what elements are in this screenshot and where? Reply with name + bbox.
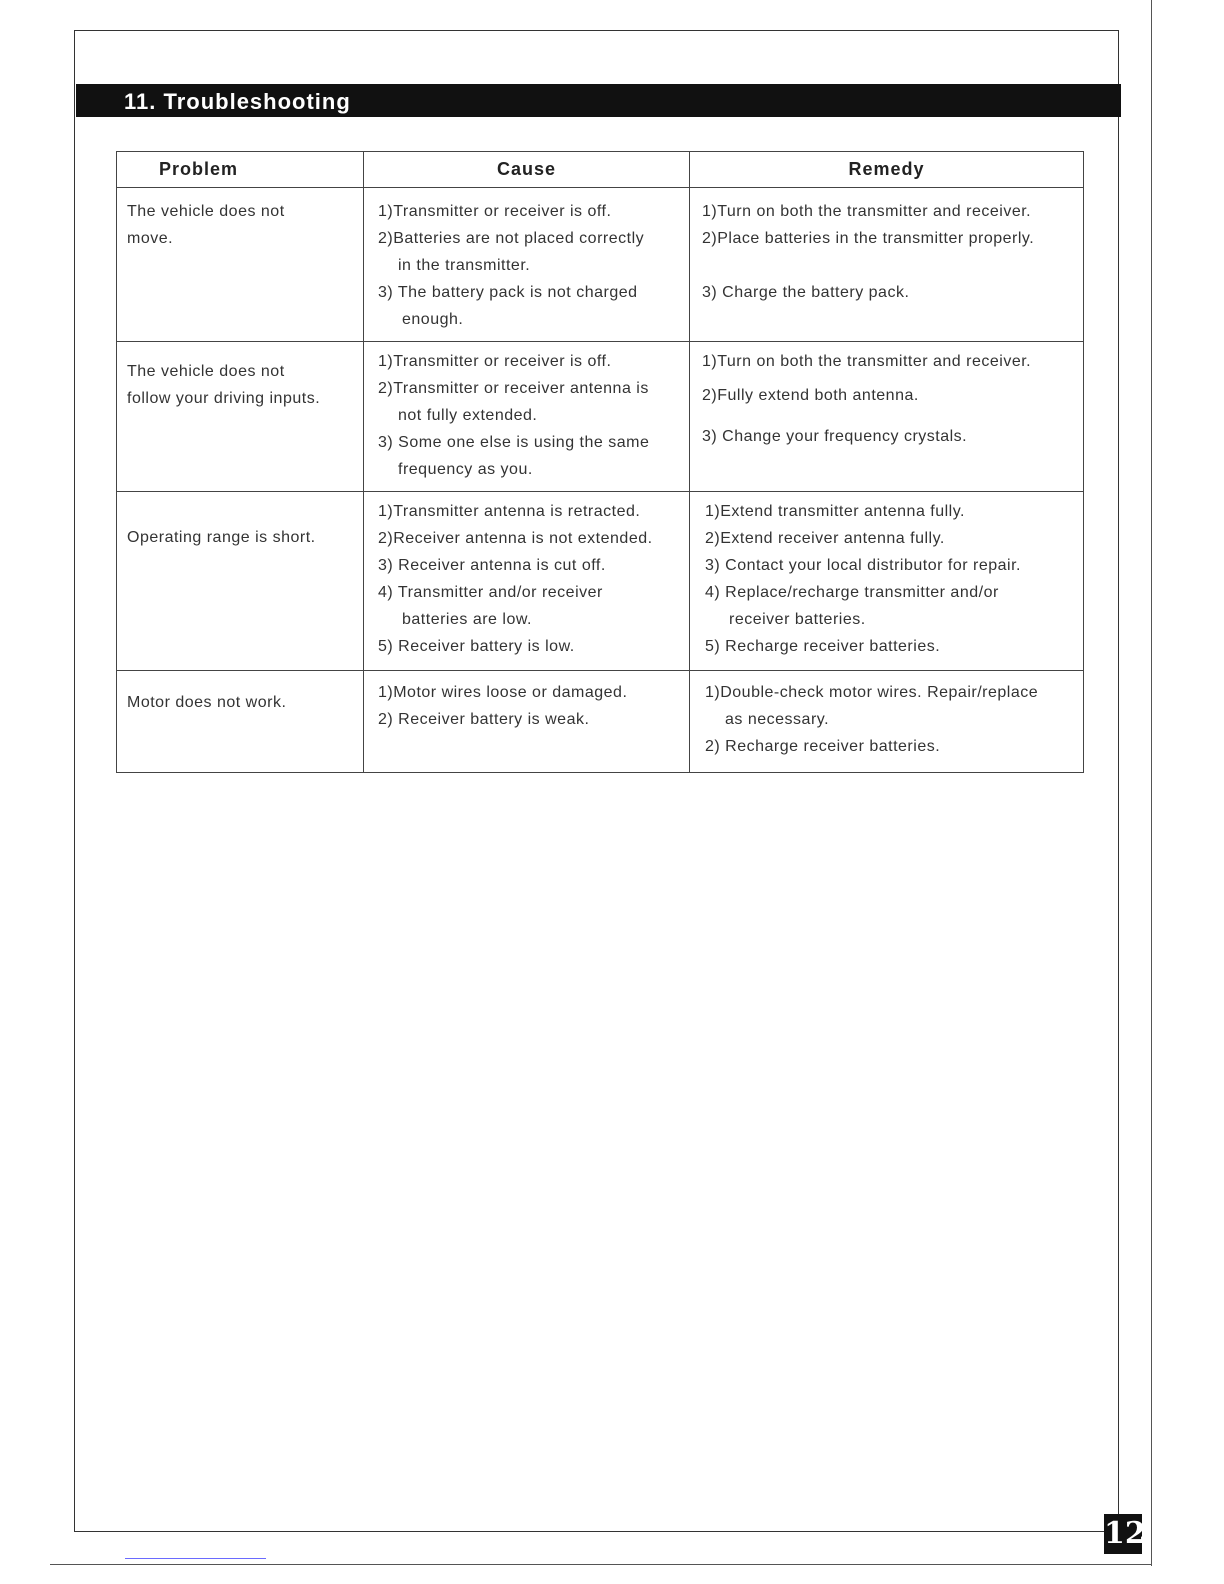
spacer bbox=[702, 252, 1075, 279]
page-bottom-rule bbox=[50, 1564, 1152, 1565]
cause-text: batteries are low. bbox=[402, 611, 532, 628]
remedy-text: 1)Double-check motor wires. Repair/replace bbox=[705, 684, 1039, 701]
remedy-text: as necessary. bbox=[725, 711, 830, 728]
table-row bbox=[117, 188, 1084, 342]
cause-text: 3) Some one else is using the same bbox=[378, 434, 650, 451]
remedy-text: 2)Fully extend both antenna. bbox=[702, 387, 919, 404]
remedy-text: 2)Place batteries in the transmitter properly. bbox=[702, 230, 1035, 247]
problem-cell bbox=[117, 671, 364, 773]
cause-text: enough. bbox=[402, 311, 464, 328]
problem-text: move. bbox=[127, 230, 174, 247]
cause-text: 2)Transmitter or receiver antenna is bbox=[378, 380, 649, 397]
cause-text: 5) Receiver battery is low. bbox=[378, 638, 575, 655]
problem-cell bbox=[117, 342, 364, 492]
remedy-text: 1)Turn on both the transmitter and receiver. bbox=[702, 203, 1032, 220]
cause-text: in the transmitter. bbox=[398, 257, 531, 274]
remedy-text: 3) Change your frequency crystals. bbox=[702, 428, 968, 445]
remedy-text: 2)Extend receiver antenna fully. bbox=[705, 530, 945, 547]
section-title-bar bbox=[76, 84, 1121, 117]
section-title: 11. Troubleshooting bbox=[124, 89, 351, 114]
cause-cell bbox=[364, 492, 690, 671]
remedy-text: 1)Turn on both the transmitter and receiver. bbox=[702, 353, 1032, 370]
remedy-cell bbox=[690, 342, 1084, 492]
cause-text: 2)Batteries are not placed correctly bbox=[378, 230, 645, 247]
cause-text: 3) The battery pack is not charged bbox=[378, 284, 638, 301]
cause-text: 1)Transmitter antenna is retracted. bbox=[378, 503, 641, 520]
cause-cell bbox=[364, 342, 690, 492]
table-header-row bbox=[117, 152, 1084, 188]
remedy-text: 4) Replace/recharge transmitter and/or bbox=[705, 584, 999, 601]
page-edge-rule bbox=[1151, 0, 1152, 1566]
remedy-text: 3) Contact your local distributor for repair. bbox=[705, 557, 1021, 574]
header-problem: Problem bbox=[117, 152, 364, 188]
header-remedy: Remedy bbox=[690, 152, 1084, 188]
problem-cell bbox=[117, 188, 364, 342]
cause-text: not fully extended. bbox=[398, 407, 538, 424]
problem-text: Motor does not work. bbox=[127, 694, 287, 711]
remedy-text: 5) Recharge receiver batteries. bbox=[705, 638, 941, 655]
cause-cell bbox=[364, 188, 690, 342]
footer-underline bbox=[125, 1558, 266, 1559]
problem-text: The vehicle does not bbox=[127, 363, 285, 380]
header-cause: Cause bbox=[364, 152, 690, 188]
cause-text: 1)Motor wires loose or damaged. bbox=[378, 684, 628, 701]
remedy-text: 3) Charge the battery pack. bbox=[702, 284, 910, 301]
cause-text: frequency as you. bbox=[398, 461, 533, 478]
remedy-cell bbox=[690, 188, 1084, 342]
problem-text: The vehicle does not bbox=[127, 203, 285, 220]
cause-text: 3) Receiver antenna is cut off. bbox=[378, 557, 606, 574]
table-row bbox=[117, 342, 1084, 492]
problem-text: follow your driving inputs. bbox=[127, 390, 321, 407]
cause-text: 2) Receiver battery is weak. bbox=[378, 711, 590, 728]
remedy-text: 1)Extend transmitter antenna fully. bbox=[705, 503, 965, 520]
cause-text: 1)Transmitter or receiver is off. bbox=[378, 203, 612, 220]
table-row bbox=[117, 492, 1084, 671]
page-number: 12 bbox=[1104, 1514, 1142, 1554]
cause-cell bbox=[364, 671, 690, 773]
cause-text: 1)Transmitter or receiver is off. bbox=[378, 353, 612, 370]
remedy-text: receiver batteries. bbox=[729, 611, 866, 628]
problem-text: Operating range is short. bbox=[127, 529, 316, 546]
remedy-cell bbox=[690, 492, 1084, 671]
table-row bbox=[117, 671, 1084, 773]
problem-cell bbox=[117, 492, 364, 671]
troubleshooting-table bbox=[116, 151, 1084, 773]
cause-text: 2)Receiver antenna is not extended. bbox=[378, 530, 653, 547]
cause-text: 4) Transmitter and/or receiver bbox=[378, 584, 603, 601]
remedy-cell bbox=[690, 671, 1084, 773]
remedy-text: 2) Recharge receiver batteries. bbox=[705, 738, 941, 755]
